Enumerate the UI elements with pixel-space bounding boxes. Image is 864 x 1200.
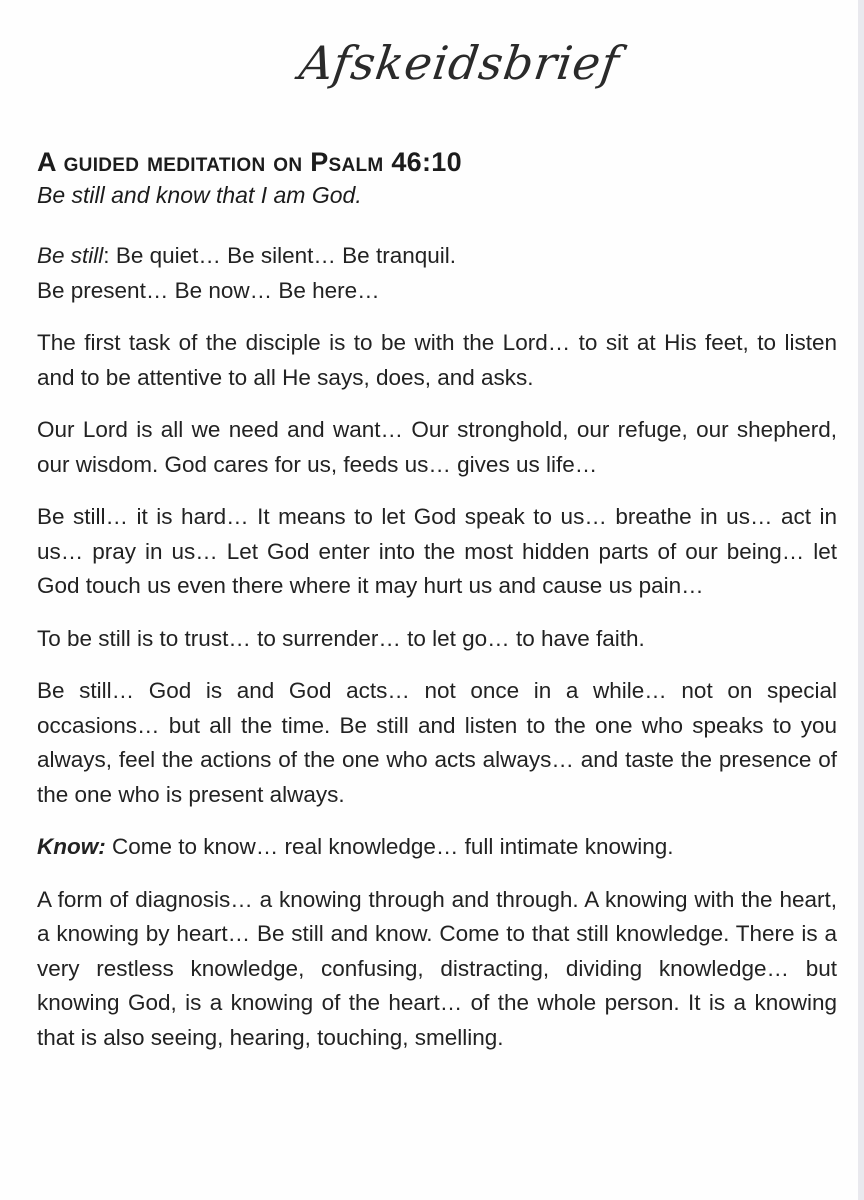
heading-text: A guided meditation on Psalm 46:10 <box>37 147 462 177</box>
paragraph-line: Be quiet… Be silent… Be tranquil. <box>115 243 456 268</box>
paragraph: Be still… God is and God acts… not once in a while… not on special occasions… but all the time. Be still and listen to the one who speaks to you always, feel the actions of the one who acts always… and taste the presence of the one who is present always. <box>37 678 837 807</box>
paragraph: To be still is to trust… to surrender… to let go… to have faith. <box>37 625 645 651</box>
card-content <box>37 145 837 1073</box>
card-subheading: Be still and know that I am God. <box>37 182 362 208</box>
paragraph: The first task of the disciple is to be with the Lord… to sit at His feet, to listen and to be attentive to all He says, does, and asks. <box>37 330 837 390</box>
paragraph: Be still… it is hard… It means to let God speak to us… breathe in us… act in us… pray in us… Let God enter into the most hidden parts of our being… let God touch us even there where it may hurt us and cause us pain… <box>37 504 837 598</box>
paragraph: A form of diagnosis… a knowing through and through. A knowing with the heart, a knowing by heart… Be still and know. Come to that still knowledge. There is a very restless knowledge, confusing, distracting, dividing knowledge… but knowing God, is a knowing of the heart… of the whole person. It is a knowing that is also seeing, hearing, touching, smelling. <box>37 886 837 1050</box>
lead-colon: : <box>103 243 110 268</box>
card-title: Afskeidsbrief <box>296 36 624 90</box>
card-heading <box>37 145 837 179</box>
paragraph-know <box>37 830 837 865</box>
paragraph: Our Lord is all we need and want… Our stronghold, our refuge, our shepherd, our wisdom. God cares for us, feeds us… gives us life… <box>37 417 837 477</box>
paragraph-line: Be present… Be now… Be here… <box>37 277 380 303</box>
lead-know: Know: <box>37 834 106 859</box>
paragraph-be-still <box>37 239 837 308</box>
lead-be-still: Be still <box>37 243 104 268</box>
paragraph-text: Come to know… real knowledge… full intimate knowing. <box>105 834 674 859</box>
